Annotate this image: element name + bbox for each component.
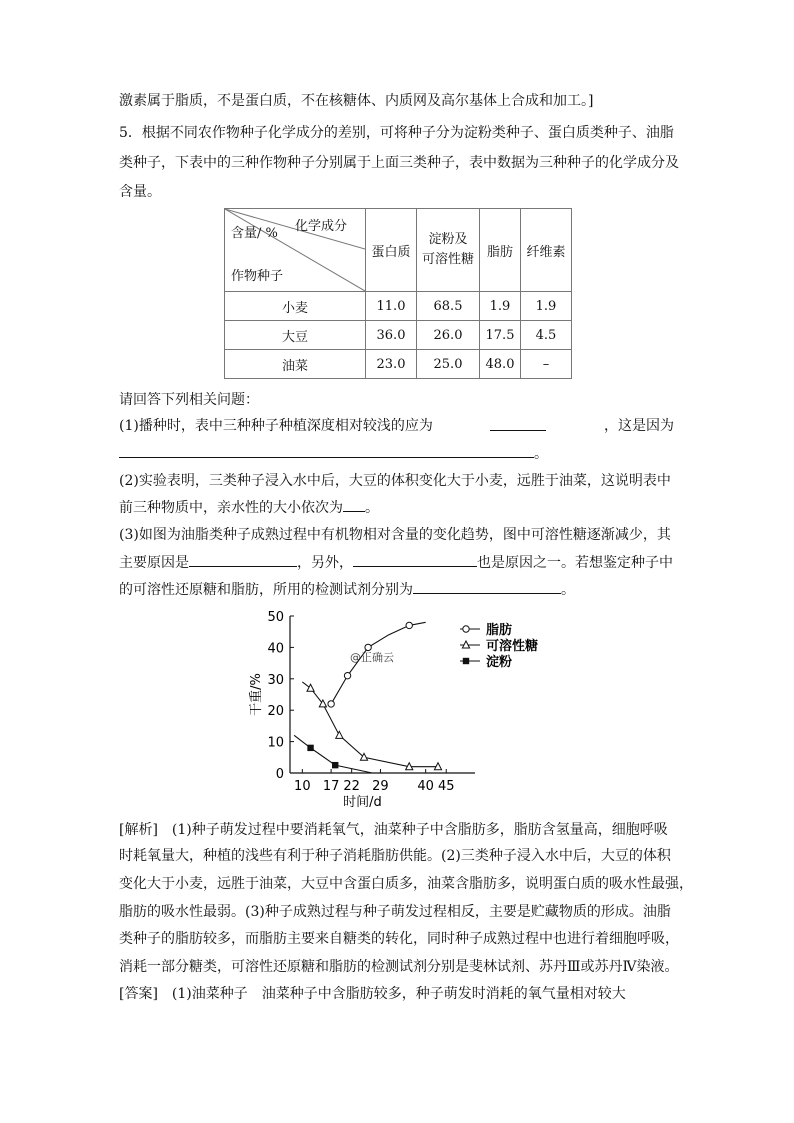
square-marker	[463, 658, 469, 664]
text-line: 激素属于脂质，不是蛋白质，不在核糖体、内质网及高尔基体上合成和加工。]	[119, 93, 594, 109]
question-2-line: (2)实验表明，三类种子浸入水中后，大豆的体积变化大于小麦，远胜于油菜，这说明表中	[119, 473, 671, 489]
period: 。	[534, 446, 548, 462]
q2-text: 前三种物质中，亲水性的大小依次为	[119, 500, 343, 516]
triangle-marker	[307, 684, 314, 691]
legend-label: 可溶性糖	[486, 639, 539, 654]
value-cell: 48.0	[480, 350, 521, 379]
crop-cell: 油菜	[225, 350, 366, 379]
value-cell: 36.0	[366, 321, 417, 350]
analysis-line: 类种子的脂肪较多，而脂肪主要来自糖类的转化，同时种子成熟过程中也进行着细胞呼吸，	[119, 931, 679, 947]
answer-blank	[413, 579, 561, 594]
table-row	[225, 292, 572, 321]
header-starch: 淀粉及	[428, 232, 468, 247]
value-cell: 1.9	[521, 292, 572, 321]
question-1-line	[119, 416, 674, 436]
value-cell: 17.5	[480, 321, 521, 350]
analysis-line: 时耗氧量大，种植的浅些有利于种子消耗脂肪供能。(2)三类种子浸入水中后，大豆的体积	[119, 848, 671, 864]
answer-blank	[189, 552, 297, 567]
value-cell: 26.0	[417, 321, 480, 350]
value-cell: –	[521, 350, 572, 379]
answer-blank	[343, 497, 365, 512]
x-tick-label: 40	[417, 779, 434, 794]
circle-marker	[406, 622, 412, 628]
x-axis-label: 时间/d	[343, 795, 382, 810]
answer-blank	[490, 416, 546, 431]
circle-marker	[328, 701, 334, 707]
q3-text: 主要原因是	[119, 555, 189, 571]
q3-text: ，另外，	[297, 555, 353, 571]
square-marker	[332, 762, 338, 768]
chart-legend	[460, 622, 538, 670]
line-chart	[240, 602, 560, 812]
value-cell: 4.5	[521, 321, 572, 350]
q1-text: (1)播种时，表中三种种子种植深度相对较浅的应为	[119, 418, 433, 434]
circle-marker	[365, 644, 371, 650]
question-2-line-2	[119, 497, 379, 518]
header-fiber: 纤维素	[521, 209, 572, 292]
crop-cell: 大豆	[225, 321, 366, 350]
circle-marker	[463, 626, 469, 632]
header-fat: 脂肪	[480, 209, 521, 292]
header-protein: 蛋白质	[366, 209, 417, 292]
analysis-line: 变化大于小麦，远胜于油菜，大豆中含蛋白质多，油菜含脂肪多，说明蛋白质的吸水性最强，	[119, 876, 693, 892]
header-sugar: 可溶性糖	[421, 252, 474, 267]
y-tick-label: 50	[267, 610, 284, 625]
circle-marker	[344, 672, 350, 678]
answer-blank	[119, 443, 534, 458]
analysis-line: [解析] (1)种子萌发过程中要消耗氧气，油菜种子中含脂肪多，脂肪含氢量高，细胞呼吸	[119, 822, 668, 838]
legend-label: 脂肪	[486, 623, 513, 638]
question-3-line-2	[119, 552, 673, 573]
value-cell: 68.5	[417, 292, 480, 321]
y-tick-label: 20	[267, 704, 284, 720]
y-tick-label: 30	[267, 672, 284, 688]
q3-text: 的可溶性还原糖和脂肪，所用的检测试剂分别为	[119, 582, 413, 598]
y-tick-label: 0	[275, 767, 284, 782]
answer-blank	[353, 552, 477, 567]
table-corner-header	[225, 209, 365, 291]
value-cell: 25.0	[417, 350, 480, 379]
analysis-line: 脂肪的吸水性最弱。(3)种子成熟过程与种子萌发过程相反，主要是贮藏物质的形成。油脂	[119, 904, 671, 920]
crop-cell: 小麦	[225, 292, 366, 321]
question-3-line: (3)如图为油脂类种子成熟过程中有机物相对含量的变化趋势，图中可溶性糖逐渐减少，其	[119, 527, 671, 543]
y-tick-label: 10	[267, 735, 284, 751]
x-tick-label: 22	[343, 779, 360, 794]
question-1-line-2	[119, 443, 548, 464]
composition-table	[224, 208, 572, 379]
value-cell: 11.0	[366, 292, 417, 321]
y-tick-label: 40	[267, 641, 284, 657]
corner-bottom-label: 作物种子	[231, 269, 284, 284]
corner-left-label: 含量/ %	[231, 226, 278, 241]
square-marker	[307, 745, 313, 751]
text-line: 含量。	[119, 184, 161, 200]
chart-series	[294, 622, 441, 773]
text-line: 类种子，下表中的三种作物种子分别属于上面三类种子，表中数据为三种种子的化学成分及	[119, 155, 679, 171]
analysis-line: 消耗一部分糖类，可溶性还原糖和脂肪的检测试剂分别是斐林试剂、苏丹Ⅲ或苏丹Ⅳ染液。	[119, 959, 679, 975]
x-tick-label: 29	[372, 779, 389, 794]
header-starch-sugar	[417, 209, 480, 292]
question-intro: 请回答下列相关问题：	[119, 392, 259, 408]
period: 。	[365, 500, 379, 516]
watermark: @正确云	[350, 651, 394, 664]
legend-label: 淀粉	[486, 655, 513, 670]
question-3-line-3	[119, 579, 575, 600]
question-5-line: 5．根据不同农作物种子化学成分的差别，可将种子分为淀粉类种子、蛋白质类种子、油脂	[119, 125, 674, 141]
value-cell: 1.9	[480, 292, 521, 321]
series-line-triangle	[302, 682, 438, 767]
q3-text: 也是原因之一。若想鉴定种子中	[477, 555, 673, 571]
value-cell: 23.0	[366, 350, 417, 379]
answer-line: [答案] (1)油菜种子 油菜种子中含脂肪较多，种子萌发时消耗的氧气量相对较大	[119, 986, 626, 1002]
x-tick-label: 10	[294, 779, 311, 794]
triangle-marker	[336, 731, 343, 738]
table-row	[225, 321, 572, 350]
chart-axes	[249, 610, 475, 810]
table-row	[225, 350, 572, 379]
x-tick-label: 17	[322, 779, 340, 794]
corner-top-label: 化学成分	[295, 219, 348, 234]
x-tick-label: 45	[437, 779, 455, 794]
period: 。	[561, 582, 575, 598]
y-axis-label: 干重/%	[249, 673, 264, 716]
q1-text-post: ，这是因为	[604, 418, 674, 434]
